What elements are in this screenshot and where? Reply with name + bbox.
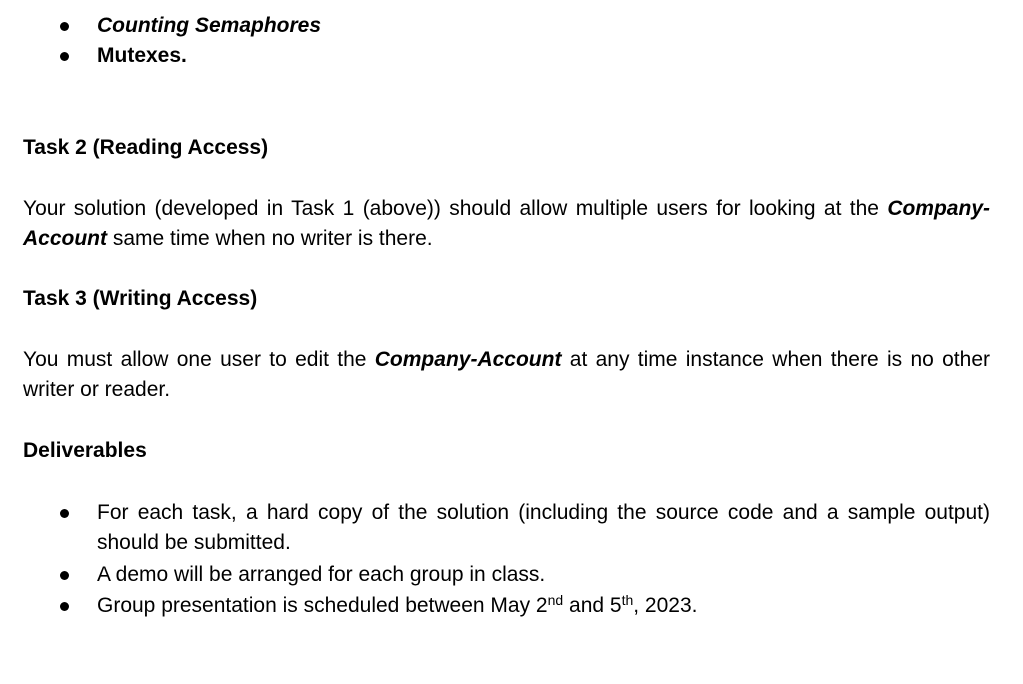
presentation-text-a: Group presentation is scheduled between May 2 [97,594,548,617]
list-item-text: Mutexes. [97,44,187,67]
list-item [0,41,990,71]
bullet-icon [60,22,69,31]
presentation-text-b: and 5 [563,594,622,617]
list-item [0,591,990,621]
bullet-icon [60,509,69,518]
mechanism-list [0,11,990,71]
bullet-icon [60,52,69,61]
ordinal-suffix: th [621,592,634,608]
task2-text-b: same time when no writer is there. [107,227,433,250]
list-item [0,498,990,558]
list-item-text: For each task, a hard copy of the solution (including the source code and a sample output) should be submitted. [97,501,990,554]
list-item-text: A demo will be arranged for each group in class. [97,563,546,586]
presentation-text-c: , 2023. [633,594,698,617]
ordinal-suffix: nd [547,592,564,608]
list-item [0,560,990,590]
task3-heading: Task 3 (Writing Access) [23,287,258,310]
task2-heading: Task 2 (Reading Access) [23,136,269,159]
task3-paragraph [23,345,990,405]
bullet-icon [60,571,69,580]
deliverables-list [0,498,990,621]
list-item-text: Counting Semaphores [97,14,322,37]
list-item [0,11,990,41]
company-account-term: Company-Account [374,348,562,371]
task3-text-a: You must allow one user to edit the [23,348,375,371]
bullet-icon [60,602,69,611]
task2-text-a: Your solution (developed in Task 1 (above)) should allow multiple users for looking at the [23,197,888,220]
task2-paragraph [23,194,990,254]
company-account-term: Company-Account [23,197,990,250]
deliverables-heading: Deliverables [23,439,147,462]
task3-text-b: at any time instance when there is no other writer or reader. [23,348,990,401]
